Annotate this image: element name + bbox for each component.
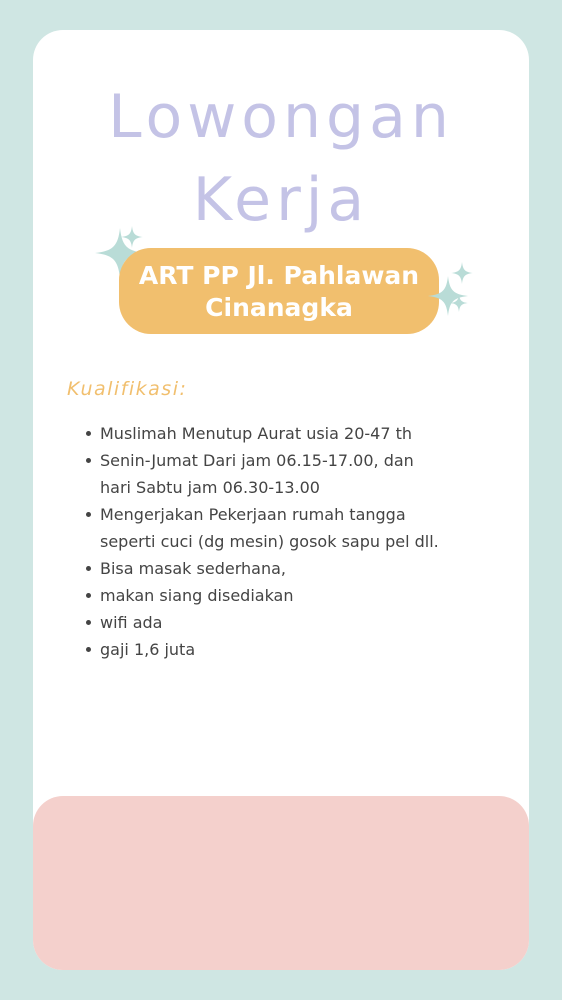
list-item: Bisa masak sederhana, [85,555,445,582]
title-line-1: Lowongan [108,82,454,152]
list-item: makan siang disediakan [85,582,445,609]
badge-line-2: Cinanagka [205,293,353,322]
title-line-2: Kerja [192,165,370,235]
position-badge [119,248,439,334]
list-item: wifi ada [85,609,445,636]
footer-panel [33,796,529,970]
list-item: Senin-Jumat Dari jam 06.15-17.00, dan hari Sabtu jam 06.30-13.00 [85,447,445,501]
sparkle-icon [451,262,473,284]
list-item: Muslimah Menutup Aurat usia 20-47 th [85,420,445,447]
list-item: gaji 1,6 juta [85,636,445,663]
list-item: Mengerjakan Pekerjaan rumah tangga seperti cuci (dg mesin) gosok sapu pel dll. [85,501,445,555]
qualifications-list [85,420,445,663]
badge-line-1: ART PP Jl. Pahlawan [138,261,420,290]
sparkle-icon [450,294,468,312]
qualifications-heading: Kualifikasi: [67,378,188,400]
sparkle-icon [121,226,143,248]
